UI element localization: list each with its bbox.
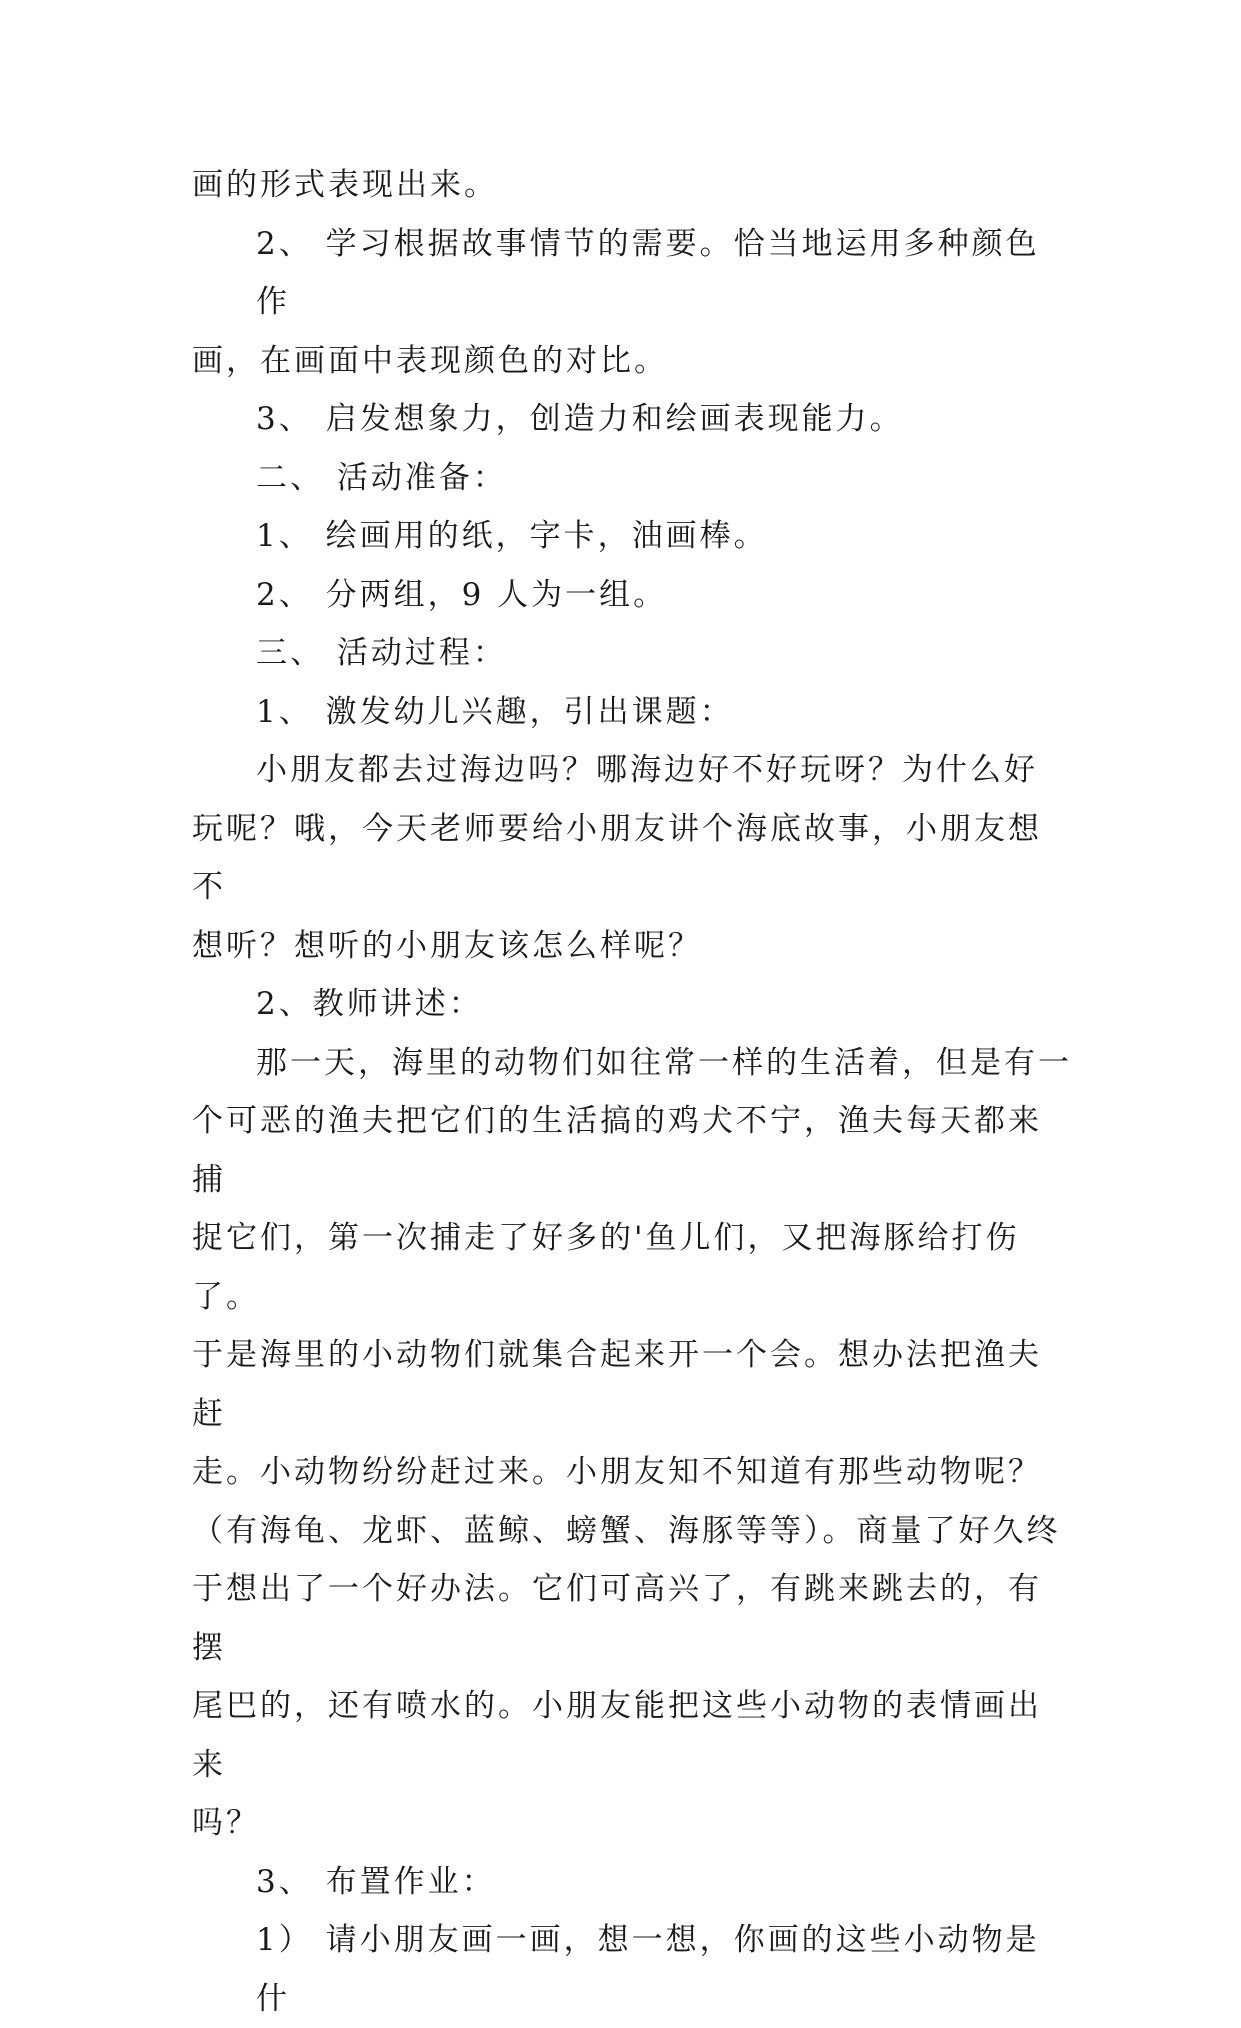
text-line: 小朋友都去过海边吗？哪海边好不好玩呀？为什么好 [256,752,1038,788]
text-line: 捉它们，第一次捕走了好多的'鱼儿们，又把海豚给打伤了。 [192,1220,1020,1315]
text-line: 画，在画面中表现颜色的对比。 [192,342,668,379]
section-heading: 三、 活动过程： [256,635,507,671]
text-line: 2、 学习根据故事情节的需要。恰当地运用多种颜色作 [256,225,1040,320]
text-line: 玩呢？哦，今天老师要给小朋友讲个海底故事，小朋友想不 [192,810,1042,905]
text-line: 尾巴的，还有喷水的。小朋友能把这些小动物的表情画出来 [192,1688,1042,1783]
text-line: 画的形式表现出来。 [192,167,498,203]
text-line: 1、 绘画用的纸，字卡，油画棒。 [256,518,768,554]
text-line: 个可恶的渔夫把它们的生活搞的鸡犬不宁，渔夫每天都来捕 [192,1103,1042,1198]
text-line: 1、 激发幼儿兴趣，引出课题： [256,693,734,730]
document-body [192,156,1072,2028]
text-line: 想听？想听的小朋友该怎么样呢？ [192,927,702,964]
text-line: 1） 请小朋友画一画，想一想，你画的这些小动物是什 [256,1922,1040,2017]
text-line: 2、教师讲述： [256,986,483,1022]
section-heading: 二、 活动准备： [256,459,507,496]
text-line: 3、 布置作业： [256,1863,496,1900]
text-line: 于想出了一个好办法。它们可高兴了，有跳来跳去的，有摆 [192,1571,1042,1666]
text-line: 于是海里的小动物们就集合起来开一个会。想办法把渔夫赶 [192,1337,1042,1432]
text-line: （有海龟、龙虾、蓝鲸、螃蟹、海豚等等）。商量了好久终 [192,1512,1061,1549]
text-line: 走。小动物纷纷赶过来。小朋友知不知道有那些动物呢？ [192,1454,1042,1490]
text-line: 吗？ [192,1805,260,1841]
text-line: 2、 分两组，9 人为一组。 [256,576,668,613]
text-line: 3、 启发想象力，创造力和绘画表现能力。 [256,401,904,437]
text-line: 那一天，海里的动物们如往常一样的生活着，但是有一 [256,1044,1072,1081]
